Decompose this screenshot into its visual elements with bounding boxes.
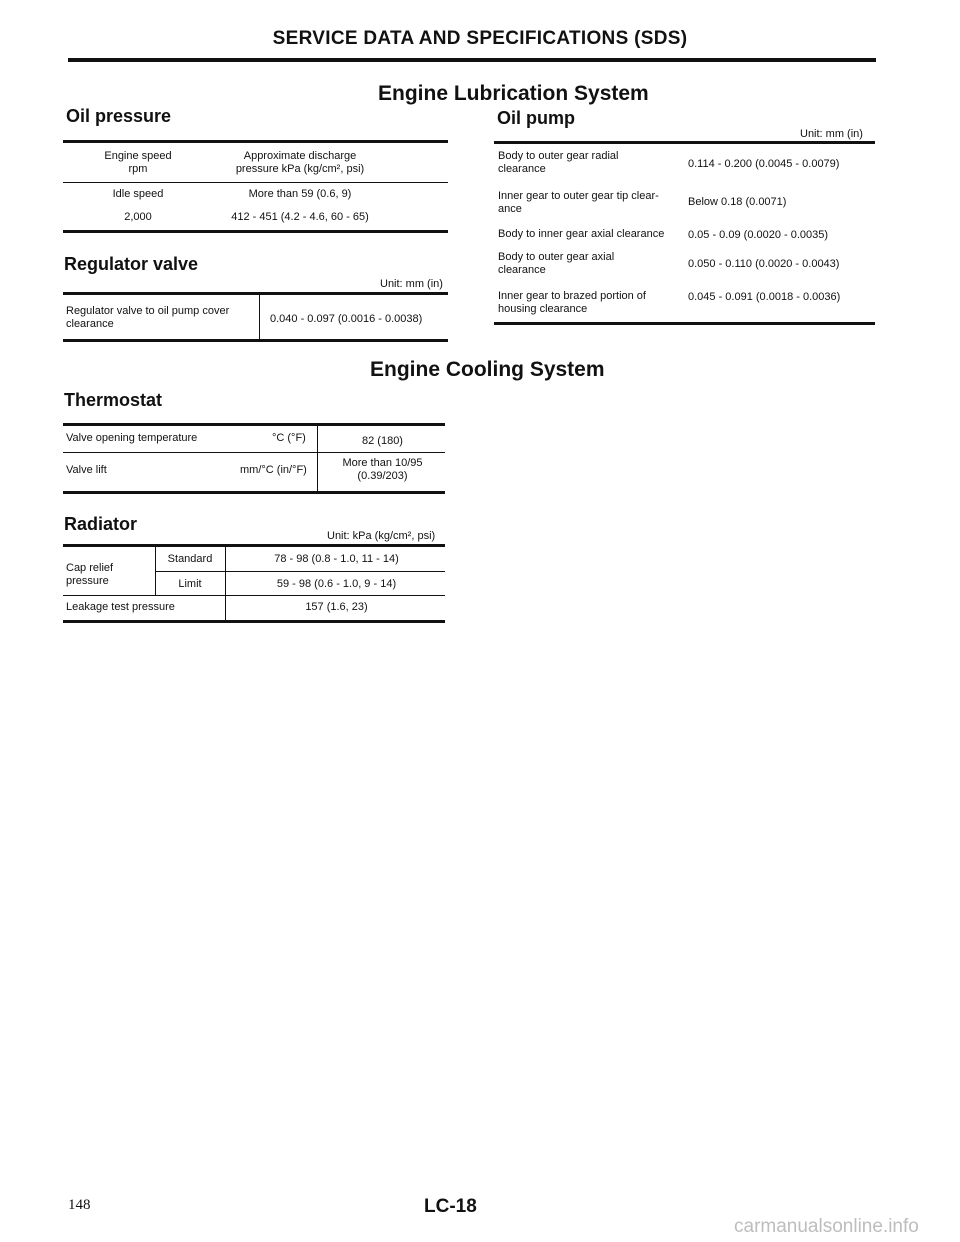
oil-pump-unit: Unit: mm (in) bbox=[800, 128, 863, 140]
radiator-standard-value: 78 - 98 (0.8 - 1.0, 11 - 14) bbox=[274, 553, 399, 565]
thermostat-divider bbox=[317, 426, 318, 491]
thermostat-top-rule bbox=[63, 423, 445, 426]
oil-pressure-header-rule bbox=[63, 182, 448, 183]
thermostat-row-unit: mm/°C (in/°F) bbox=[240, 464, 307, 476]
thermostat-bottom-rule bbox=[63, 491, 445, 494]
watermark-text: carmanualsonline.info bbox=[734, 1216, 919, 1237]
radiator-cap-label: Cap relief pressure bbox=[66, 562, 114, 587]
thermostat-title: Thermostat bbox=[64, 390, 163, 410]
oil-pump-row-value: 0.05 - 0.09 (0.0020 - 0.0035) bbox=[688, 229, 829, 241]
regulator-valve-value: 0.040 - 0.097 (0.0016 - 0.0038) bbox=[270, 313, 423, 325]
oil-pump-row-label: Body to inner gear axial clearance bbox=[498, 228, 665, 240]
thermostat-row-label: Valve opening temperature bbox=[66, 432, 198, 444]
radiator-top-rule bbox=[63, 544, 445, 547]
oil-pump-row-value: 0.045 - 0.091 (0.0018 - 0.0036) bbox=[688, 291, 841, 303]
section-code: LC-18 bbox=[424, 1196, 477, 1217]
oil-pump-row-label: Body to outer gear axial clearance bbox=[498, 251, 615, 276]
oil-pressure-row-pressure: 412 - 451 (4.2 - 4.6, 60 - 65) bbox=[231, 211, 369, 223]
cooling-section-title: Engine Cooling System bbox=[370, 358, 605, 381]
regulator-valve-title: Regulator valve bbox=[64, 254, 199, 274]
radiator-bottom-rule bbox=[63, 620, 445, 623]
regulator-valve-label: Regulator valve to oil pump cover clearance bbox=[66, 305, 230, 330]
thermostat-row-rule bbox=[63, 452, 445, 453]
thermostat-row-unit: °C (°F) bbox=[272, 432, 306, 444]
oil-pressure-row-speed: Idle speed bbox=[112, 188, 164, 200]
oil-pump-row-label: Inner gear to brazed portion of housing clearance bbox=[498, 290, 646, 315]
oil-pressure-col2-header: Approximate discharge pressure kPa (kg/cm², psi) bbox=[235, 150, 365, 175]
oil-pump-row-value: Below 0.18 (0.0071) bbox=[688, 196, 787, 208]
oil-pump-bottom-rule bbox=[494, 322, 875, 325]
oil-pressure-top-rule bbox=[63, 140, 448, 143]
oil-pump-row-label: Inner gear to outer gear tip clear- ance bbox=[498, 190, 659, 215]
radiator-leak-value: 157 (1.6, 23) bbox=[305, 601, 368, 613]
page-number: 148 bbox=[68, 1197, 91, 1213]
thermostat-row-value: More than 10/95 (0.39/203) bbox=[342, 457, 423, 482]
radiator-standard-label: Standard bbox=[167, 553, 213, 565]
thermostat-row-value: 82 (180) bbox=[362, 435, 403, 447]
lubrication-section-title: Engine Lubrication System bbox=[378, 82, 649, 105]
thermostat-row-label: Valve lift bbox=[66, 464, 107, 476]
oil-pressure-col1-header: Engine speed rpm bbox=[104, 150, 172, 175]
oil-pump-row-value: 0.050 - 0.110 (0.0020 - 0.0043) bbox=[688, 258, 840, 270]
oil-pump-title: Oil pump bbox=[497, 108, 575, 128]
radiator-title: Radiator bbox=[64, 514, 138, 534]
oil-pump-row-label: Body to outer gear radial clearance bbox=[498, 150, 619, 175]
oil-pump-top-rule bbox=[494, 141, 875, 144]
radiator-limit-label: Limit bbox=[178, 578, 202, 590]
radiator-row-rule bbox=[63, 595, 445, 596]
radiator-limit-value: 59 - 98 (0.6 - 1.0, 9 - 14) bbox=[276, 578, 397, 590]
regulator-valve-bottom-rule bbox=[63, 339, 448, 342]
oil-pressure-row-pressure: More than 59 (0.6, 9) bbox=[248, 188, 352, 200]
regulator-valve-divider bbox=[259, 295, 260, 339]
oil-pressure-title: Oil pressure bbox=[66, 106, 172, 126]
radiator-unit: Unit: kPa (kg/cm², psi) bbox=[327, 530, 436, 542]
oil-pressure-bottom-rule bbox=[63, 230, 448, 233]
regulator-valve-top-rule bbox=[63, 292, 448, 295]
regulator-valve-unit: Unit: mm (in) bbox=[380, 278, 443, 290]
radiator-leak-label: Leakage test pressure bbox=[66, 601, 175, 613]
radiator-divider bbox=[225, 547, 226, 620]
oil-pump-row-value: 0.114 - 0.200 (0.0045 - 0.0079) bbox=[688, 158, 840, 170]
header-rule bbox=[68, 58, 876, 62]
page-header: SERVICE DATA AND SPECIFICATIONS (SDS) bbox=[272, 28, 688, 49]
oil-pressure-row-speed: 2,000 bbox=[124, 211, 152, 223]
radiator-row-rule bbox=[155, 571, 445, 572]
